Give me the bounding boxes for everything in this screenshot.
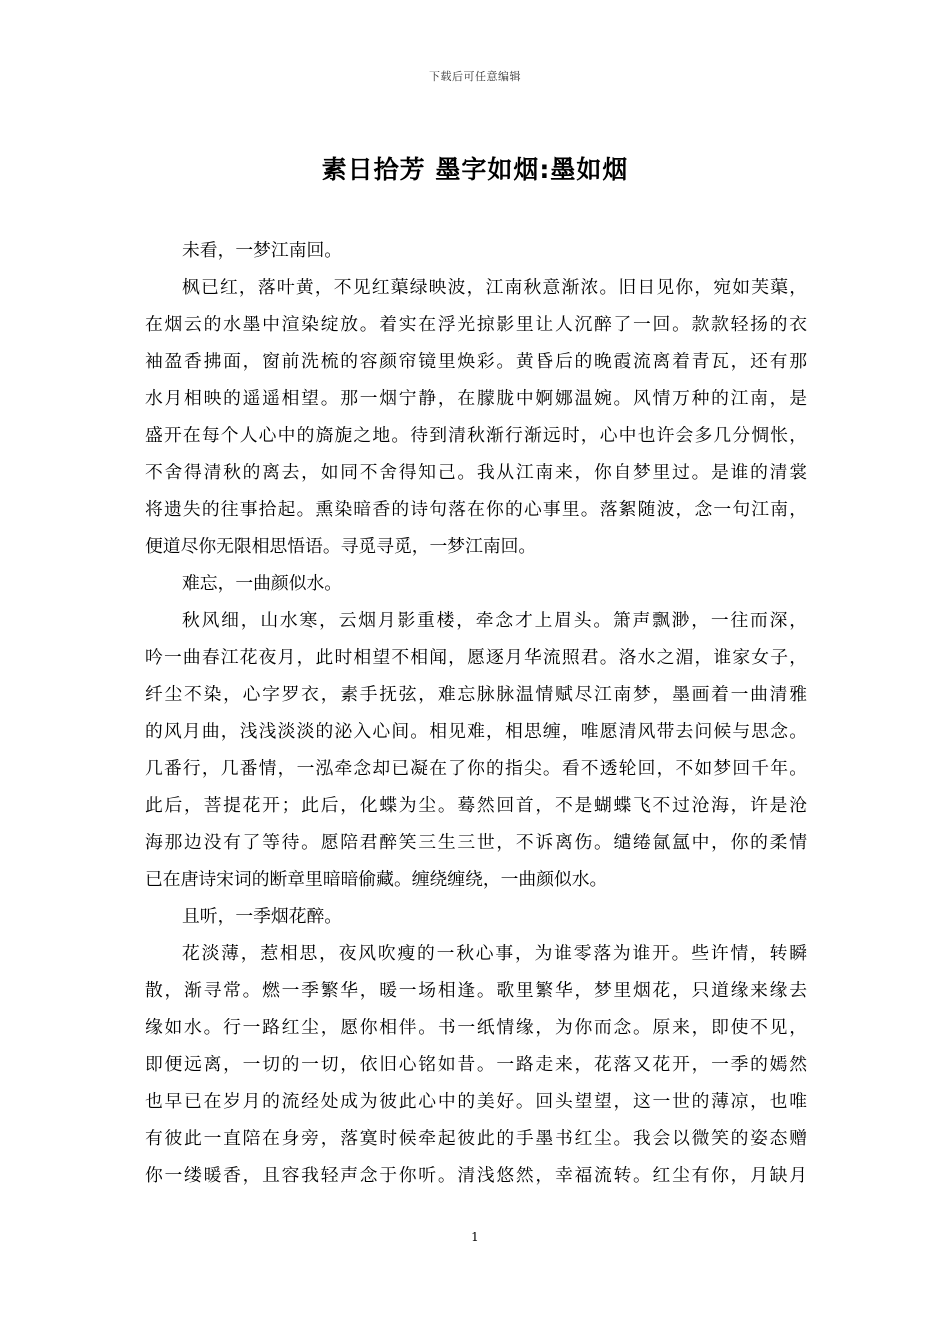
- header-note: 下载后可任意编辑: [429, 70, 521, 83]
- text-line: 此后，菩提花开；此后，化蝶为尘。蓦然回首，不是蝴蝶飞不过沧海，许是沧: [145, 795, 807, 816]
- text-line: 不舍得清秋的离去，如同不舍得知己。我从江南来，你自梦里过。是谁的清裳: [145, 462, 807, 483]
- text-line: 已在唐诗宋词的断章里暗暗偷藏。缠绕缠绕，一曲颜似水。: [145, 869, 608, 890]
- text-line: 在烟云的水墨中渲染绽放。着实在浮光掠影里让人沉醉了一回。款款轻扬的衣: [145, 314, 807, 335]
- text-line: 的风月曲，浅浅淡淡的泌入心间。相见难，相思缠，唯愿清风带去问候与思念。: [145, 721, 807, 742]
- text-line: 也早已在岁月的流经处成为彼此心中的美好。回头望望，这一世的薄凉，也唯: [145, 1091, 807, 1112]
- text-line: 将遗失的往事拾起。熏染暗香的诗句落在你的心事里。落絮随波，念一句江南，: [145, 499, 807, 520]
- text-line: 水月相映的遥遥相望。那一烟宁静，在朦胧中婀娜温婉。风情万种的江南，是: [145, 388, 807, 409]
- text-line: 盛开在每个人心中的旖旎之地。待到清秋渐行渐远时，心中也许会多几分惆怅，: [145, 425, 807, 446]
- text-line: 纤尘不染，心字罗衣，素手抚弦，难忘脉脉温情赋尽江南梦，墨画着一曲清雅: [145, 684, 807, 705]
- text-line: 袖盈香拂面，窗前洗梳的容颜帘镜里焕彩。黄昏后的晚霞流离着青瓦，还有那: [145, 351, 807, 372]
- text-line: 枫已红，落叶黄，不见红蕖绿映波，江南秋意渐浓。旧日见你，宛如芙蕖，: [182, 277, 807, 298]
- text-line: 散，渐寻常。燃一季繁华，暖一场相逢。歌里繁华，梦里烟花，只道缘来缘去: [145, 980, 807, 1001]
- text-line: 几番行，几番情，一泓牵念却已凝在了你的指尖。看不透轮回，不如梦回千年。: [145, 758, 807, 779]
- text-line: 便道尽你无限相思悟语。寻觅寻觅，一梦江南回。: [145, 536, 537, 557]
- text-line: 且听，一季烟花醉。: [182, 906, 343, 927]
- document-title: 素日拾芳 墨字如烟:墨如烟: [321, 155, 629, 184]
- text-line: 有彼此一直陪在身旁，落寞时候牵起彼此的手墨书红尘。我会以微笑的姿态赠: [145, 1128, 807, 1149]
- text-line: 即便远离，一切的一切，依旧心铭如昔。一路走来，花落又花开，一季的嫣然: [145, 1054, 807, 1075]
- text-line: 秋风细，山水寒，云烟月影重楼，牵念才上眉头。箫声飘渺，一往而深，: [182, 610, 807, 631]
- page-number: 1: [471, 1230, 479, 1244]
- text-line: 吟一曲春江花夜月，此时相望不相闻，愿逐月华流照君。洛水之湄，谁家女子，: [145, 647, 807, 668]
- text-line: 你一缕暖香，且容我轻声念于你听。清浅悠然，幸福流转。红尘有你，月缺月: [145, 1165, 807, 1186]
- text-line: 花淡薄，惹相思，夜风吹瘦的一秋心事，为谁零落为谁开。些许情，转瞬: [182, 943, 807, 964]
- text-line: 未看，一梦江南回。: [182, 240, 343, 261]
- text-line: 难忘，一曲颜似水。: [182, 573, 343, 594]
- text-line: 缘如水。行一路红尘，愿你相伴。书一纸情缘，为你而念。原来，即使不见，: [145, 1017, 807, 1038]
- text-line: 海那边没有了等待。愿陪君醉笑三生三世，不诉离伤。缱绻氤氲中，你的柔情: [145, 832, 807, 853]
- body-text: [145, 232, 807, 1194]
